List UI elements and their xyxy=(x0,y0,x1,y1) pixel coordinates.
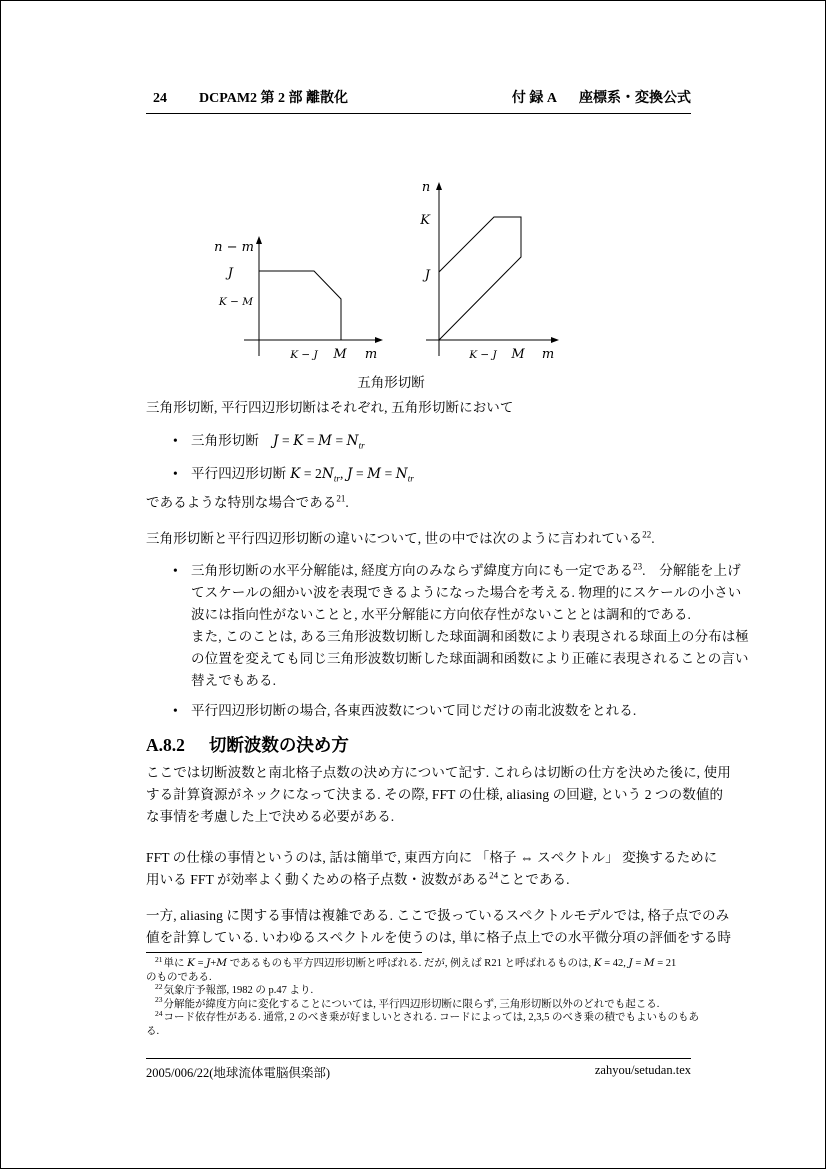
tick-K-M: K − M xyxy=(218,296,253,308)
paragraph-intro xyxy=(146,397,694,419)
text-run: = xyxy=(632,958,644,969)
text-line xyxy=(146,847,718,869)
text-run: 平行四辺形切断の場合, 各東西波数について同じだけの南北波数をとれる. xyxy=(191,703,637,718)
math-symbol: J xyxy=(273,433,279,449)
list-item-triangular-resolution xyxy=(146,560,749,692)
paragraph-wavenumber-decision xyxy=(146,762,731,828)
text-line xyxy=(146,905,730,927)
math-symbol: K xyxy=(593,957,602,969)
math-symbol: K xyxy=(290,466,301,482)
footnote-number: 21 xyxy=(155,954,163,964)
tick-J: J xyxy=(424,268,430,283)
truncation-diagram-left xyxy=(211,226,401,376)
x-axis-arrow-icon xyxy=(551,337,559,343)
text-line xyxy=(191,670,691,692)
page-footer xyxy=(146,1063,691,1081)
paragraph-aliasing xyxy=(146,905,732,949)
text-run: 三角形切断, 平行四辺形切断はそれぞれ, 五角形切断において xyxy=(146,400,514,415)
text-run: = 2 xyxy=(300,466,322,481)
tick-K-J: K − J xyxy=(290,349,318,361)
text-run: 気象庁予報部, 1982 の p.47 より. xyxy=(163,985,314,996)
text-line xyxy=(146,762,731,784)
y-axis-label: n xyxy=(421,180,431,195)
y-axis-label: n − m xyxy=(214,240,254,255)
tick-J: J xyxy=(227,266,233,281)
footnote-line xyxy=(146,981,694,998)
footnotes xyxy=(146,954,699,1038)
header-rule xyxy=(146,113,691,114)
item-label: 平行四辺形切断 xyxy=(191,466,287,481)
text-line xyxy=(191,626,749,648)
text-run: また, このことは, ある三角形波数切断した球面調和函数により表現される球面上の分布は極 xyxy=(191,629,749,644)
text-run: = xyxy=(352,466,368,481)
text-run: . xyxy=(345,495,349,510)
bullet-icon: • xyxy=(173,466,178,481)
truncation-region-outline xyxy=(439,217,521,340)
text-run: = 42, xyxy=(601,958,629,969)
paragraph-special-case xyxy=(146,492,694,514)
text-run: コード依存性がある. 通常, 2 のべき乗が好ましいとされる. コードによっては, 2,3,5 のべき乗の積でもよいものもあ xyxy=(163,1012,699,1023)
footnote-rule xyxy=(146,952,422,953)
text-line xyxy=(146,784,724,806)
footnote-marker: 21 xyxy=(336,493,346,504)
figure-caption: 五角形切断 xyxy=(357,375,425,390)
footnote-number: 24 xyxy=(155,1008,163,1018)
text-run: = xyxy=(331,433,347,448)
list-item-triangular xyxy=(146,430,691,457)
footnote-line xyxy=(146,1025,694,1039)
x-axis-arrow-icon xyxy=(375,337,383,343)
math-symbol: K xyxy=(293,433,304,449)
math-symbol: N xyxy=(346,433,359,449)
section-title: 切断波数の決め方 xyxy=(208,735,349,755)
text-line xyxy=(146,397,694,419)
footnote-21 xyxy=(146,954,694,984)
text-line xyxy=(146,927,732,949)
tick-M: M xyxy=(333,347,347,362)
footnote-number: 22 xyxy=(155,981,163,991)
text-run: 一方, aliasing に関する事情は複雑である. ここで扱っているスペクトルモデルでは, 格子点でのみ xyxy=(146,908,730,923)
math-symbol: N xyxy=(321,466,334,482)
bullet-icon: • xyxy=(173,433,178,448)
text-run: 三角形切断と平行四辺形切断の違いについて, 世の中では次のように言われている xyxy=(146,531,643,546)
text-run: であるものも平方四辺形切断と呼ばれる. だが, 例えば R21 と呼ばれるものは, xyxy=(227,958,594,969)
header-right-title: 座標系・変換公式 xyxy=(579,91,691,106)
text-line xyxy=(191,560,741,582)
footnote-number: 23 xyxy=(155,995,163,1004)
section-heading xyxy=(146,733,691,757)
truncation-diagram-right xyxy=(406,169,576,366)
page-header xyxy=(146,91,691,107)
text-line xyxy=(146,869,694,891)
math-symbol: N xyxy=(395,466,408,482)
footnote-marker: 23 xyxy=(633,561,643,572)
text-run: な事情を考慮した上で決める必要がある. xyxy=(146,809,395,824)
page-number: 24 xyxy=(153,91,167,106)
text-run: の位置を変えても同じ三角形波数切断した球面調和函数により正確に表現されることの言い xyxy=(191,651,749,666)
footnote-24 xyxy=(146,1008,699,1038)
paragraph-difference xyxy=(146,528,694,550)
math-symbol: J xyxy=(206,957,211,969)
bullet-icon: • xyxy=(173,563,178,578)
header-left-title: DCPAM2 第 2 部 離散化 xyxy=(199,91,349,106)
text-run: てスケールの細かい波を表現できるようになった場合を考える. 物理的にスケールの小さい xyxy=(191,585,742,600)
text-line xyxy=(191,648,749,670)
section-number: A.8.2 xyxy=(146,735,185,755)
text-run: + xyxy=(210,958,217,969)
math-symbol: K xyxy=(187,957,195,969)
x-axis-label: m xyxy=(364,347,378,362)
text-run: 分解能が緯度方向に変化することについては, 平行四辺形切断に限らず, 三角形切断以外のどれでも起こる. xyxy=(163,998,660,1010)
text-run: ここでは切断波数と南北格子点数の決め方について記す. これらは切断の仕方を決めた後に, 使用 xyxy=(146,765,731,780)
text-line xyxy=(146,806,694,828)
text-run: = xyxy=(303,433,319,448)
list-item-parallelogram xyxy=(146,463,691,490)
x-axis-label: m xyxy=(541,347,555,362)
text-run: = xyxy=(194,958,207,969)
footer-date-credit: 2005/006/22(地球流体電脳倶楽部) xyxy=(146,1066,331,1080)
text-run: , xyxy=(340,466,347,481)
text-run: FFT の仕様の事情というのは, 話は簡単で, 東西方向に 「格子 ⇔ スペクトル」 変換するために xyxy=(146,850,718,865)
footnote-marker: 24 xyxy=(489,870,499,881)
item-formula xyxy=(290,466,414,484)
footnote-line xyxy=(146,1008,699,1025)
y-axis-arrow-icon xyxy=(256,236,262,244)
y-axis-arrow-icon xyxy=(436,182,442,190)
text-run: . 分解能を上げ xyxy=(642,563,741,578)
text-line xyxy=(191,604,691,626)
footnote-marker: 22 xyxy=(642,529,652,540)
item-text xyxy=(191,700,691,722)
text-run: る. xyxy=(146,1025,160,1037)
math-symbol: M xyxy=(367,466,382,482)
tick-K: K xyxy=(420,213,430,228)
text-run: . xyxy=(651,531,655,546)
text-run: 波には指向性がないことと, 水平分解能に方向依存性がないこととは調和的である. xyxy=(191,607,692,622)
footnote-line xyxy=(146,954,694,971)
list-item-parallelogram-case xyxy=(146,700,691,722)
math-subscript: tr xyxy=(407,473,414,484)
tick-K-J: K − J xyxy=(469,349,497,361)
text-run: 替えでもある. xyxy=(191,673,277,688)
footnote-line xyxy=(146,995,694,1012)
text-run: = 21 xyxy=(654,958,677,969)
item-text xyxy=(191,560,749,692)
math-symbol: J xyxy=(346,466,353,482)
text-run: 三角形切断の水平分解能は, 経度方向のみならず緯度方向にも一定である xyxy=(191,563,634,578)
footnote-23 xyxy=(146,995,694,1012)
text-line xyxy=(191,582,742,604)
math-subscript: tr xyxy=(333,473,341,484)
text-run: する計算資源がネックになって決まる. その際, FFT の仕様, aliasing の回避, という 2 つの数値的 xyxy=(146,787,724,802)
bullet-icon: • xyxy=(173,703,178,718)
footer-filename: zahyou/setudan.tex xyxy=(594,1063,691,1077)
footnote-line xyxy=(146,971,694,985)
tick-M: M xyxy=(511,347,525,362)
text-line xyxy=(146,528,694,550)
text-run: 値を計算している. いわゆるスペクトルを使うのは, 単に格子点上での水平微分項の評価をする時 xyxy=(146,930,732,945)
text-run: = xyxy=(278,433,294,448)
header-appendix-label: 付 録 A xyxy=(511,91,557,106)
text-run: = xyxy=(381,466,396,481)
header-right-group xyxy=(512,91,691,107)
item-label: 三角形切断 xyxy=(191,433,259,448)
truncation-region-outline xyxy=(259,271,341,340)
math-symbol: M xyxy=(216,957,228,969)
math-subscript: tr xyxy=(358,440,365,451)
math-symbol: M xyxy=(318,433,332,449)
text-run: であるような特別な場合である xyxy=(146,495,337,510)
text-line xyxy=(146,492,694,514)
text-line xyxy=(191,700,691,722)
footnote-22 xyxy=(146,981,694,998)
text-run: ことである. xyxy=(498,872,570,887)
text-run: のものである. xyxy=(146,971,212,983)
paragraph-fft xyxy=(146,847,718,891)
text-run: 単に xyxy=(163,958,188,969)
math-symbol: M xyxy=(643,957,655,969)
item-formula xyxy=(273,433,365,451)
text-run: 用いる FFT が効率よく動くための格子点数・波数がある xyxy=(146,872,490,887)
footer-rule xyxy=(146,1058,691,1059)
math-symbol: J xyxy=(628,957,633,969)
